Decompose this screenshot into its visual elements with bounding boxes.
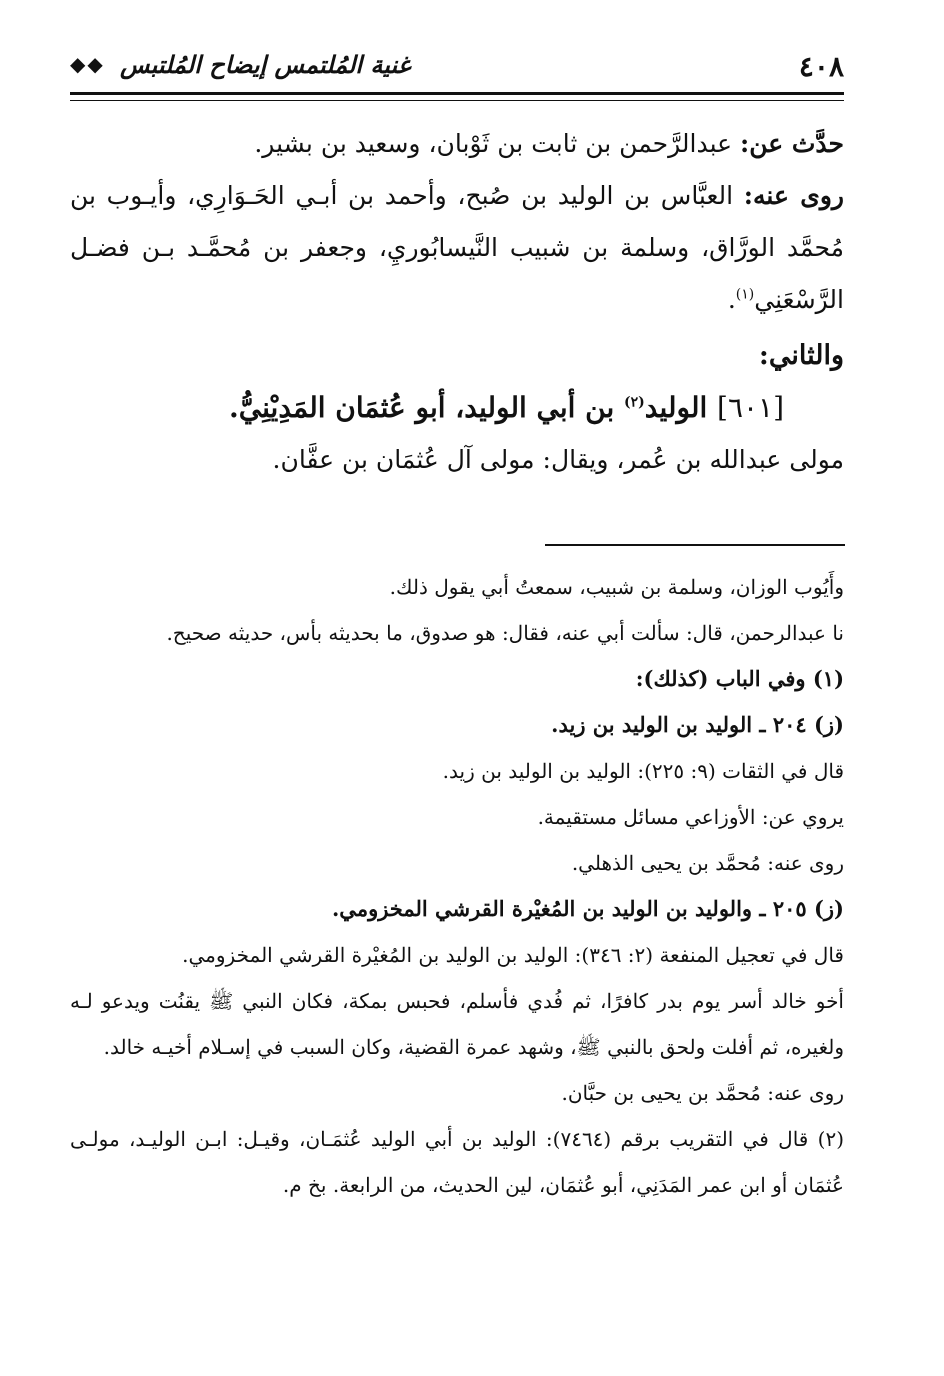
narrated-from-text: عبدالرَّحمن بن ثابت بن ثَوْبان، وسعيد بن بشير.	[254, 129, 740, 158]
footnote-line: قال في تعجيل المنفعة (٢: ٣٤٦): الوليد بن الوليد بن المُغيْرة القرشي المخزومي.	[182, 943, 844, 967]
entry-description: مولى عبدالله بن عُمر، ويقال: مولى آل عُثمَان بن عفَّان.	[272, 445, 844, 474]
footnote-entry-heading: (ز) ٢٠٤ ـ الوليد بن الوليد بن زيد.	[551, 712, 844, 737]
entry-heading	[70, 382, 844, 434]
narrated-by-label: روى عنه:	[743, 181, 844, 210]
entry-number: [٦٠١]	[717, 391, 784, 424]
narrated-from-label: حدَّث عن:	[740, 129, 844, 158]
footnote-separator	[545, 544, 845, 546]
footnote-ref-1: (١)	[735, 286, 755, 303]
period: .	[727, 285, 736, 314]
footnotes	[70, 564, 844, 1208]
footnote-line: أخو خالد أسر يوم بدر كافرًا، ثم فُدي فأسلم، فحبس بمكة، فكان النبي ﷺ يقنُت ويدعو لـه ولغيره، ثم أفلت ولحق بالنبي ﷺ، وشهد عمرة القضية، وكان السبب في إسـلام أخيـه خالد.	[70, 989, 844, 1059]
header-rule	[70, 92, 844, 101]
footnote-line: قال في الثقات (٩: ٢٢٥): الوليد بن الوليد بن زيد.	[442, 759, 844, 783]
narrated-by-text: العبَّاس بن الوليد بن صُبح، وأحمد بن أبـي الحَـوَارِي، وأيـوب بن مُحمَّد الورَّاق، وسلمة بن شبيب النَّيسابُوريِ، وجعفر بن مُحمَّـد بـن فضـل الرَّسْعَنِي	[70, 181, 844, 314]
footnote-ref-2: (٢)	[624, 394, 645, 411]
entry-name-rest: بن أبي الوليد، أبو عُثمَان المَدِيْنِيُّ.	[229, 391, 625, 424]
section-title: والثاني:	[758, 340, 844, 371]
diamond-ornament-icon: ◆◆	[70, 52, 105, 76]
footnote-line: نا عبدالرحمن، قال: سألت أبي عنه، فقال: هو صدوق، ما بحديثه بأس، حديثه صحيح.	[166, 621, 844, 645]
page-header	[70, 44, 844, 92]
footnote-line: روى عنه: مُحمَّد بن يحيى الذهلي.	[571, 851, 844, 875]
footnote-line: (٢) قال في التقريب برقم (٧٤٦٤): الوليد بن أبي الوليد عُثمَـان، وقيـل: ابـن الوليـد، مولـى عُثمَان أو ابن عمر المَدَنِي، أبو عُثمَان، لين الحديث، من الرابعة. بخ م.	[70, 1127, 845, 1197]
footnote-line: يروي عن: الأوزاعي مسائل مستقيمة.	[537, 805, 844, 829]
footnote-entry-heading: (ز) ٢٠٥ ـ والوليد بن الوليد بن المُغيْرة القرشي المخزومي.	[332, 896, 844, 921]
footnote-line: روى عنه: مُحمَّد بن يحيى بن حبَّان.	[561, 1081, 844, 1105]
footnote-heading: (١) وفي الباب (كذلك):	[635, 666, 844, 691]
main-text	[70, 118, 844, 486]
narrated-by-paragraph	[70, 170, 844, 326]
footnote-line: وأَيُوب الوزان، وسلمة بن شبيب، سمعتُ أبي يقول ذلك.	[389, 575, 844, 599]
page-number: ٤٠٨	[798, 50, 844, 83]
narrated-from-paragraph	[70, 118, 844, 170]
entry-name: الوليد	[644, 391, 717, 424]
running-title: غنية المُلتمس إيضاح المُلتبس	[120, 50, 411, 79]
